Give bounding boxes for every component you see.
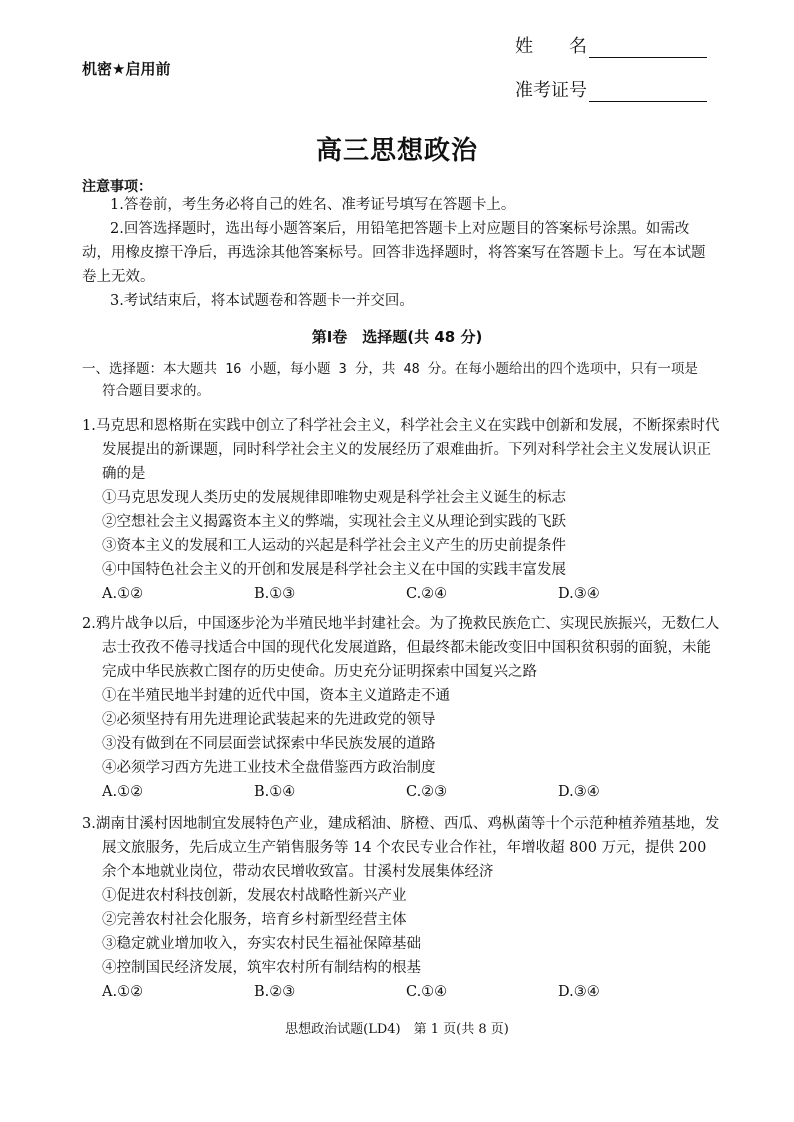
option-b[interactable]: B.②③ — [254, 984, 296, 1000]
page-footer: 思想政治试题(LD4) 第 1 页(共 8 页) — [285, 1022, 509, 1037]
intro-line: 一、选择题：本大题共 16 小题，每小题 3 分，共 48 分。在每小题给出的四个选项中，只有一项是 — [82, 361, 698, 377]
notes-heading: 注意事项： — [82, 179, 152, 195]
exam-id-field[interactable] — [515, 76, 707, 102]
statement-item: ④中国特色社会主义的开创和发展是科学社会主义在中国的实践丰富发展 — [102, 562, 566, 578]
question-stem: 3.湖南甘溪村因地制宜发展特色产业，建成稻油、脐橙、西瓜、鸡枞菌等十个示范种植养殖基地，发展文旅服务，先后成立生产销售服务等 14 个农民专业合作社，年增收超 800 万元，提供 200 余个本地就业岗位，带动农民增收致富。甘溪村发展集体经济 — [82, 816, 720, 880]
option-d[interactable]: D.③④ — [558, 784, 600, 800]
option-c[interactable]: C.②③ — [406, 784, 448, 800]
note-item: 3.考试结束后，将本试题卷和答题卡一并交回。 — [110, 293, 414, 309]
option-b[interactable]: B.①④ — [254, 784, 296, 800]
section-intro — [82, 358, 722, 402]
question-1 — [82, 414, 722, 606]
statement-item: ①在半殖民地半封建的近代中国，资本主义道路走不通 — [102, 688, 450, 704]
question-stem: 1.马克思和恩格斯在实践中创立了科学社会主义，科学社会主义在实践中创新和发展，不断探索时代发展提出的新课题，同时科学社会主义的发展经历了艰难曲折。下列对科学社会主义发展认识正确的是 — [82, 418, 720, 482]
name-blank[interactable] — [589, 39, 707, 58]
page-title: 高三思想政治 — [315, 136, 478, 166]
answer-options — [82, 780, 722, 804]
name-label: 姓 名 — [515, 36, 587, 57]
exam-id-label: 准考证号 — [515, 80, 587, 101]
intro-line: 符合题目要求的。 — [102, 383, 210, 399]
statement-item: ③资本主义的发展和工人运动的兴起是科学社会主义产生的历史前提条件 — [102, 538, 566, 554]
name-field[interactable] — [515, 32, 707, 58]
statement-item: ④控制国民经济发展，筑牢农村所有制结构的根基 — [102, 960, 421, 976]
answer-options — [82, 980, 722, 1004]
statement-item: ②完善农村社会化服务，培育乡村新型经营主体 — [102, 912, 407, 928]
statement-item: ②空想社会主义揭露资本主义的弊端，实现社会主义从理论到实践的飞跃 — [102, 514, 566, 530]
option-a[interactable]: A.①② — [102, 586, 144, 602]
note-item: 1.答卷前，考生务必将自己的姓名、准考证号填写在答题卡上。 — [110, 197, 516, 213]
option-c[interactable]: C.①④ — [406, 984, 448, 1000]
question-2 — [82, 612, 722, 804]
note-item: 2.回答选择题时，选出每小题答案后，用铅笔把答题卡上对应题目的答案标号涂黑。如需改动，用橡皮擦干净后，再选涂其他答案标号。回答非选择题时，将答案写在答题卡上。写在本试题卷上无效。 — [82, 221, 706, 285]
option-b[interactable]: B.①③ — [254, 586, 296, 602]
statement-item: ①马克思发现人类历史的发展规律即唯物史观是科学社会主义诞生的标志 — [102, 490, 566, 506]
option-d[interactable]: D.③④ — [558, 984, 600, 1000]
statement-item: ②必须坚持有用先进理论武装起来的先进政党的领导 — [102, 712, 436, 728]
question-stem: 2.鸦片战争以后，中国逐步沦为半殖民地半封建社会。为了挽救民族危亡、实现民族振兴，无数仁人志士孜孜不倦寻找适合中国的现代化发展道路，但最终都未能改变旧中国积贫积弱的面貌，未能完成中华民族救亡图存的历史使命。历史充分证明探索中国复兴之路 — [82, 616, 720, 680]
question-3 — [82, 812, 722, 1004]
option-a[interactable]: A.①② — [102, 784, 144, 800]
option-c[interactable]: C.②④ — [406, 586, 448, 602]
statement-item: ④必须学习西方先进工业技术全盘借鉴西方政治制度 — [102, 760, 436, 776]
notes-list — [82, 193, 718, 313]
exam-id-blank[interactable] — [589, 83, 707, 102]
option-d[interactable]: D.③④ — [558, 586, 600, 602]
confidential-label: 机密★启用前 — [82, 60, 171, 78]
option-a[interactable]: A.①② — [102, 984, 144, 1000]
part-heading: 第Ⅰ卷 选择题(共 48 分) — [311, 328, 483, 346]
statement-item: ③没有做到在不同层面尝试探索中华民族发展的道路 — [102, 736, 436, 752]
answer-options — [82, 582, 722, 606]
statement-item: ①促进农村科技创新，发展农村战略性新兴产业 — [102, 888, 407, 904]
statement-item: ③稳定就业增加收入，夯实农村民生福祉保障基础 — [102, 936, 421, 952]
